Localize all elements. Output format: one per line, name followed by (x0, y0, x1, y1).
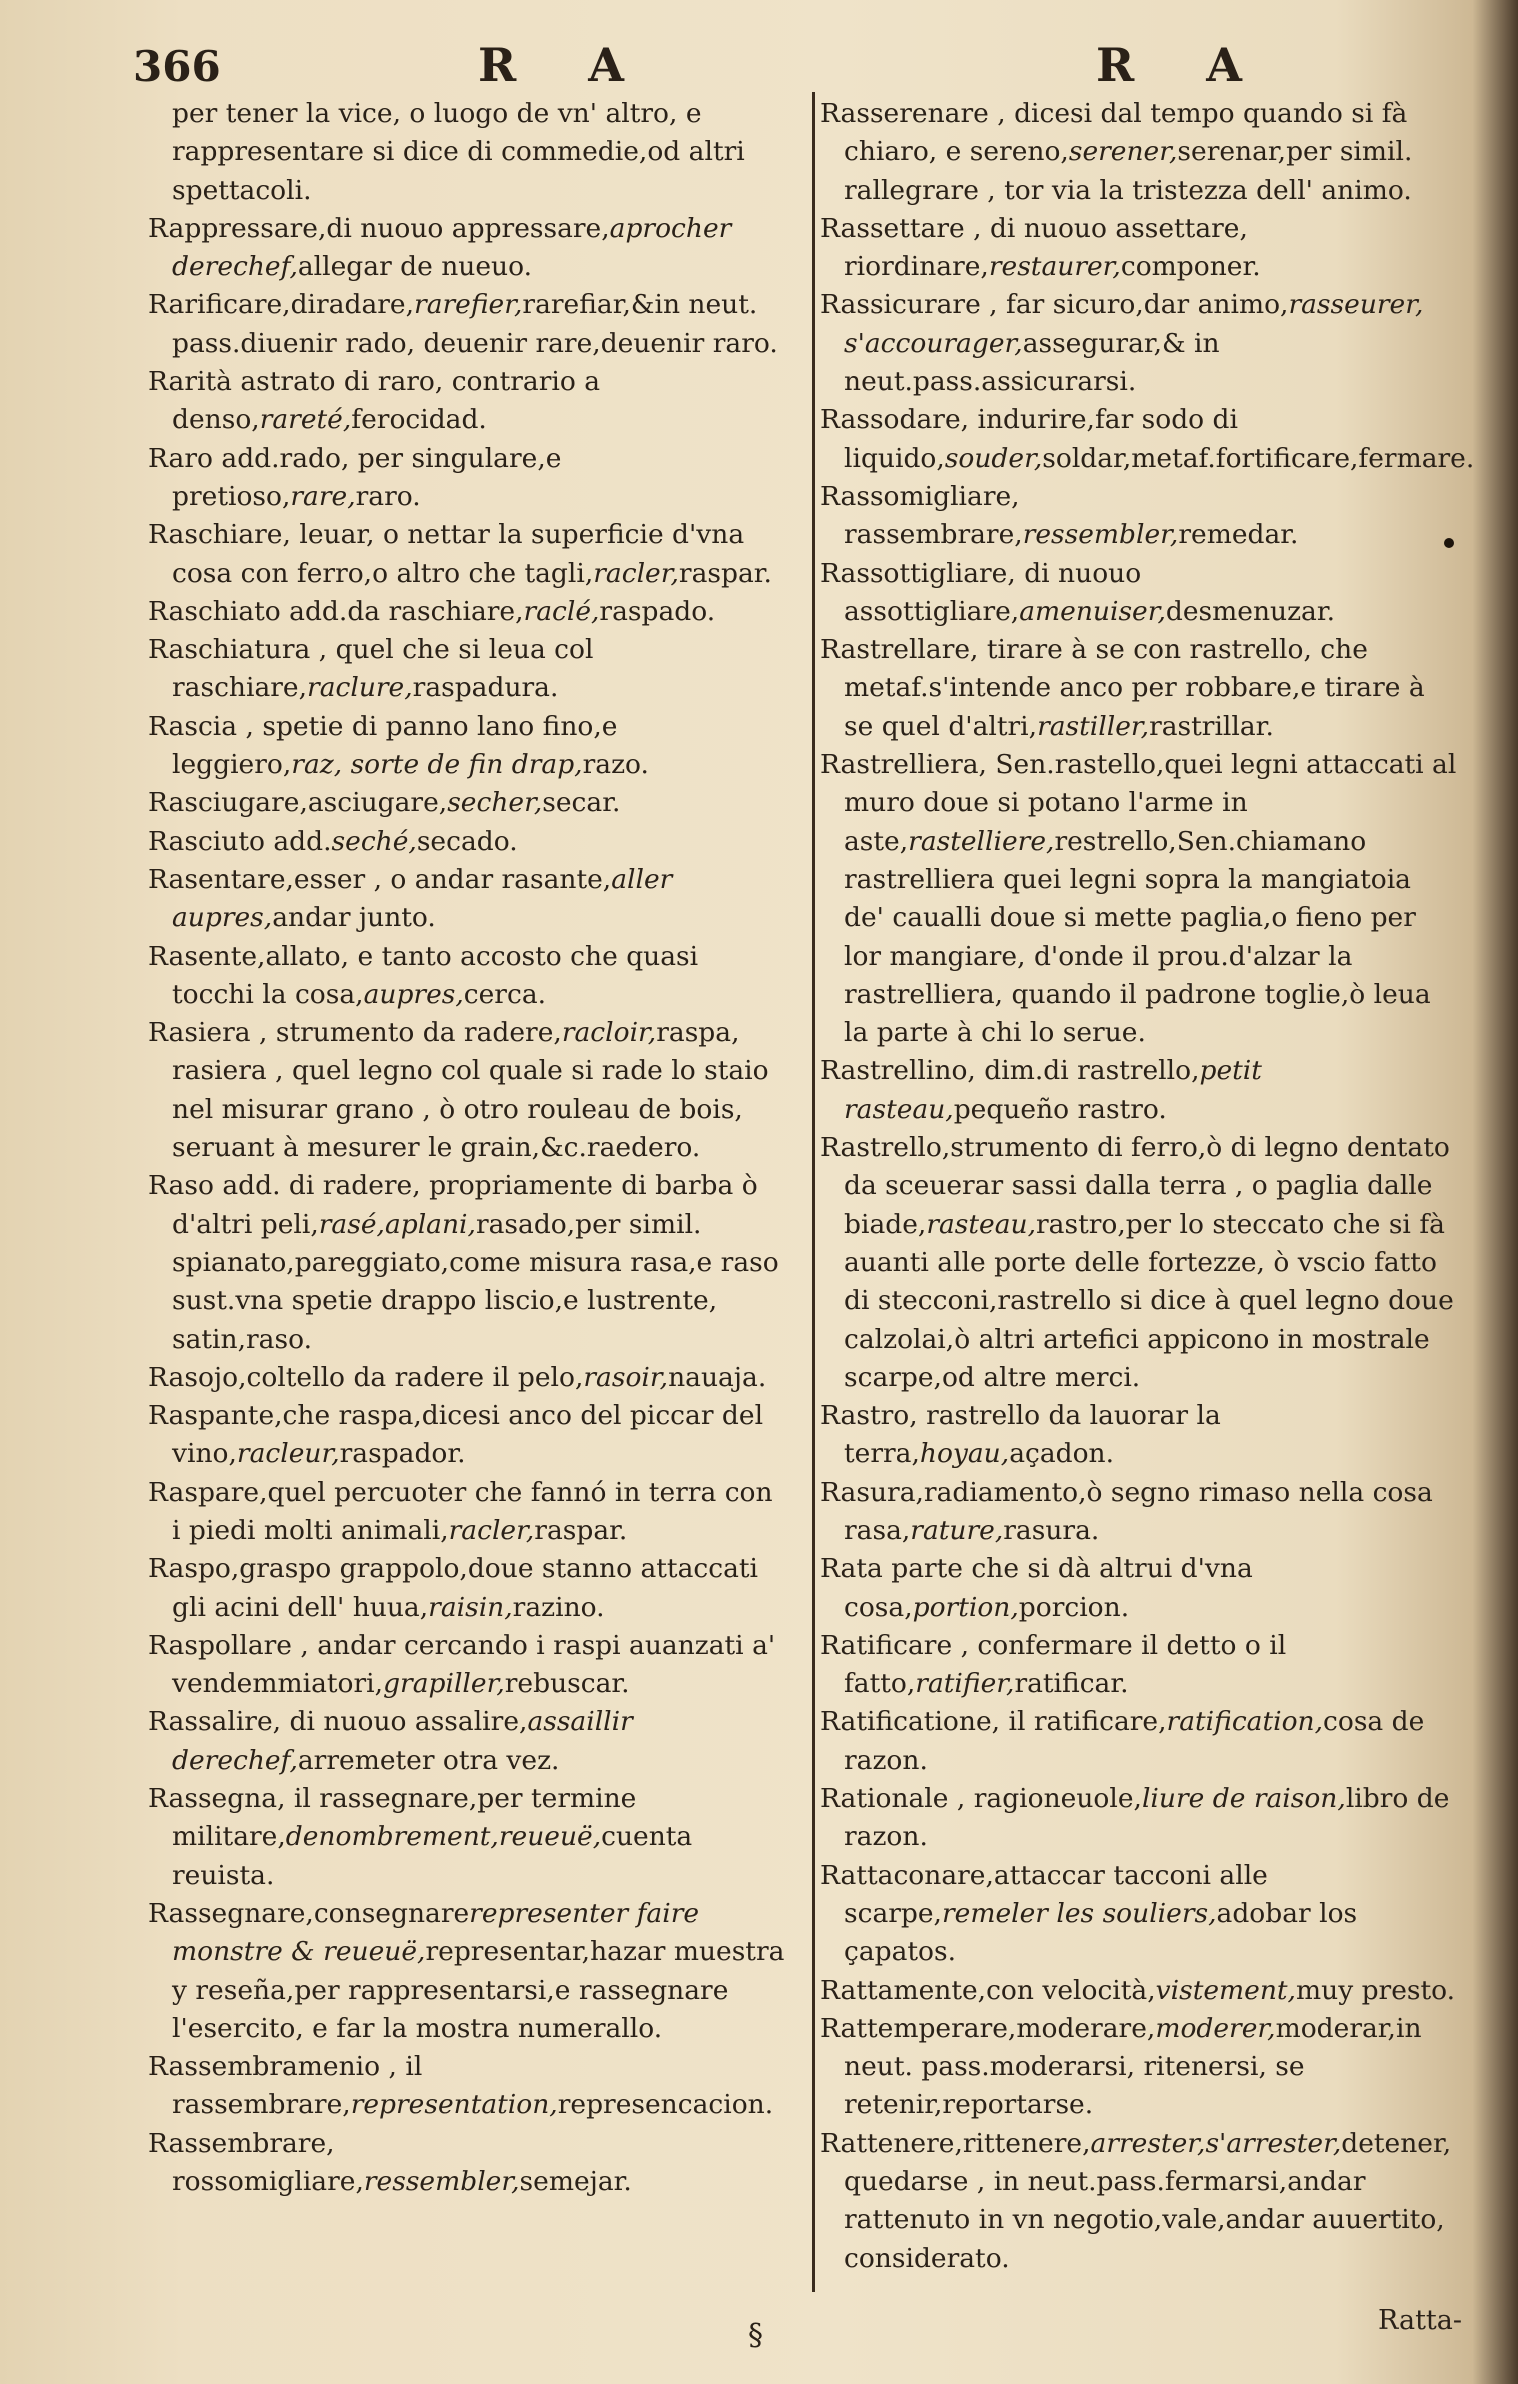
dictionary-entry (820, 555, 1458, 632)
french-gloss: souder, (944, 442, 1043, 474)
entry-rest: assegurar,& in neut.pass.assicurarsi. (844, 327, 1220, 398)
entry-rest: desmenuzar. (1165, 595, 1336, 627)
entry-rest: libro de razon. (844, 1783, 1450, 1853)
french-gloss: amenuiser, (1019, 595, 1166, 627)
entry-text: Rasojo,coltello da radere il pelo, (148, 1361, 584, 1393)
dictionary-entry (820, 746, 1458, 1052)
entry-text: Rassomigliare, rassembrare, (820, 480, 1023, 551)
french-gloss: representation, (350, 2089, 558, 2121)
french-gloss: ressembler, (363, 2166, 520, 2198)
dictionary-entry (820, 286, 1458, 401)
dictionary-entry (148, 2125, 788, 2202)
entry-rest: rasura. (1003, 1514, 1100, 1546)
french-gloss: racler, (593, 557, 679, 589)
french-gloss: raclure, (307, 672, 413, 704)
entry-rest: semejar. (519, 2166, 632, 2198)
french-gloss: assaillir derechef, (172, 1706, 633, 1776)
dictionary-entry (148, 363, 788, 440)
entry-text: Rasciugare,asciugare, (148, 787, 448, 819)
entry-rest: ferocidad. (351, 404, 487, 436)
entry-text: Rastro, rastrello da lauorar la terra, (820, 1400, 1221, 1470)
french-gloss: hoyau, (919, 1438, 1010, 1470)
french-gloss: raclé, (523, 595, 600, 627)
french-gloss: ratifier, (915, 1668, 1015, 1700)
dictionary-entry (820, 1627, 1458, 1704)
dictionary-entry (148, 440, 788, 517)
entry-rest: allegar de nueuo. (297, 251, 533, 283)
entry-rest: rarefiar,&in neut. pass.diuenir rado, deuenir rare,deuenir raro. (172, 289, 778, 359)
entry-rest: secar. (542, 787, 621, 819)
left-running-head: R A (478, 38, 652, 92)
french-gloss: rature, (910, 1514, 1004, 1546)
entry-text: Rarificare,diradare, (148, 289, 415, 321)
entry-rest: moderar,in neut. pass.moderarsi, ritenersi, se retenir,reportarse. (844, 2012, 1422, 2121)
entry-text: Rattaconare,attaccar tacconi alle scarpe, (820, 1859, 1268, 1929)
entry-rest: secado. (416, 825, 518, 857)
french-gloss: racleur, (236, 1438, 340, 1470)
left-column (148, 95, 788, 2201)
entry-rest: remedar. (1178, 519, 1299, 551)
entry-text: Raso add. di radere, propriamente di barba ò d'altri peli, (148, 1170, 758, 1240)
entry-text: Rastrellino, dim.di rastrello, (820, 1055, 1200, 1087)
dictionary-entry (148, 286, 788, 363)
bottom-mark: § (748, 2318, 763, 2353)
entry-text: Rassegna, il rassegnare,per termine militare, (148, 1783, 637, 1853)
entry-rest: cerca. (463, 978, 547, 1010)
french-gloss: restaurer, (988, 251, 1121, 283)
dictionary-entry (148, 1359, 788, 1397)
entry-rest: nauaja. (668, 1361, 767, 1393)
french-gloss: rarefier, (414, 289, 523, 321)
french-gloss: seché, (331, 825, 417, 857)
entry-text: Rarità astrato di raro, contrario a denso, (148, 366, 601, 436)
entry-text: Rasserenare , dicesi dal tempo quando si fà chiaro, e sereno, (820, 98, 1408, 168)
entry-text: Rationale , ragioneuole, (820, 1783, 1142, 1815)
dictionary-entry (148, 1895, 788, 2048)
dictionary-entry (148, 516, 788, 593)
french-gloss: rastelliere, (908, 825, 1055, 857)
entry-rest: raspador. (339, 1438, 466, 1470)
french-gloss: rare, (290, 480, 356, 512)
dictionary-entry (148, 938, 788, 1015)
dictionary-entry (820, 1397, 1458, 1474)
right-running-head: R A (1096, 38, 1270, 92)
entry-text: Raspare,quel percuoter che fannó in terra con i piedi molti animali, (148, 1476, 773, 1546)
page-number: 366 (133, 42, 221, 91)
entry-rest: raro. (355, 480, 421, 512)
dictionary-entry (148, 1627, 788, 1704)
french-gloss: secher, (447, 787, 543, 819)
french-gloss: racloir, (561, 1017, 657, 1049)
dictionary-entry (148, 1167, 788, 1358)
entry-text: Rassicurare , far sicuro,dar animo, (820, 289, 1289, 321)
dictionary-entry (820, 1474, 1458, 1551)
french-gloss: rareté, (259, 404, 352, 436)
catchword: Ratta- (1378, 2305, 1462, 2336)
entry-text: Raschiare, leuar, o nettar la superficie d'vna cosa con ferro,o altro che tagli, (148, 519, 745, 589)
dictionary-entry (820, 95, 1458, 210)
french-gloss: representer faire monstre & reueuë, (172, 1897, 700, 1968)
dictionary-entry (148, 210, 788, 287)
dictionary-entry (148, 708, 788, 785)
entry-rest: raspado. (599, 595, 716, 627)
entry-text: Rattamente,con velocità, (820, 1974, 1156, 2006)
dictionary-entry (148, 2048, 788, 2125)
french-gloss: denombrement,reueuë, (285, 1821, 602, 1853)
french-gloss: rasoir, (583, 1361, 669, 1393)
entry-rest: raspa, rasiera , quel legno col quale si rade lo staio nel misurar grano , ò otro rouleau de bois, seruant à mesurer le grain,&c.raedero. (172, 1017, 769, 1164)
dictionary-entry (820, 631, 1458, 746)
dictionary-entry (820, 1857, 1458, 1972)
entry-rest: raspadura. (412, 672, 559, 704)
french-gloss: raisin, (428, 1591, 513, 1623)
entry-text: Rassembramenio , il rassembrare, (148, 2051, 423, 2121)
entry-text: Rattemperare,moderare, (820, 2012, 1156, 2044)
entry-text: Rassettare , di nuouo assettare, riordinare, (820, 212, 1248, 283)
french-gloss: rastiller, (1037, 710, 1150, 742)
dictionary-entry (148, 1780, 788, 1895)
entry-rest: pequeño rastro. (953, 1093, 1167, 1125)
french-gloss: racler, (448, 1514, 535, 1546)
entry-text: Raspo,graspo grappolo,doue stanno attaccati gli acini dell' huua, (148, 1553, 758, 1623)
entry-text: Rassembrare, rossomigliare, (148, 2127, 364, 2198)
french-gloss: petit rasteau, (844, 1055, 1262, 1125)
entry-rest: adobar los çapatos. (844, 1897, 1358, 1968)
entry-text: per tener la vice, o luogo de vn' altro, e rappresentare si dice di commedie,od altri spettacoli. (172, 98, 745, 206)
entry-rest: muy presto. (1296, 1974, 1456, 2006)
dictionary-entry (148, 1474, 788, 1551)
entry-rest: restrello,Sen.chiamano rastrelliera quei legni sopra la mangiatoia de' caualli doue si mette paglia,o fieno per lor mangiare, d'onde il prou.d'alzar la rastrelliera, quando il padrone toglie,ò leua la parte à chi lo serue. (844, 825, 1431, 1049)
entry-text: Rastrellare, tirare à se con rastrello, che metaf.s'intende anco per robbare,e tirare à se quel d'altri, (820, 634, 1425, 742)
dictionary-entry (148, 861, 788, 938)
dictionary-entry (148, 784, 788, 822)
dictionary-entry (148, 1703, 788, 1780)
entry-rest: cuenta reuista. (172, 1821, 693, 1891)
dictionary-entry (148, 1397, 788, 1474)
dictionary-entry (820, 1703, 1458, 1780)
french-gloss: raz, sorte de fin drap, (291, 749, 583, 781)
french-gloss: aupres, (363, 978, 464, 1010)
entry-text: Rasiera , strumento da radere, (148, 1017, 562, 1049)
entry-rest: arremeter otra vez. (297, 1744, 560, 1776)
entry-rest: raspar. (534, 1514, 628, 1546)
dictionary-entry (820, 478, 1458, 555)
entry-text: Raschiatura , quel che si leua col raschiare, (148, 634, 594, 704)
entry-rest: razino. (512, 1591, 605, 1623)
entry-rest: açadon. (1009, 1438, 1115, 1470)
dictionary-entry (148, 631, 788, 708)
dictionary-entry (148, 593, 788, 631)
entry-rest: ratificar. (1014, 1668, 1129, 1700)
french-gloss: aller aupres, (172, 863, 673, 934)
french-gloss: arrester,s'arrester, (1090, 2127, 1342, 2159)
entry-text: Rassegnare,consegnare (148, 1897, 470, 1929)
entry-rest: cosa de razon. (844, 1706, 1425, 1776)
entry-text: Rassodare, indurire,far sodo di liquido, (820, 404, 1238, 474)
french-gloss: rasseurer, s'accourager, (844, 289, 1424, 359)
french-gloss: vistement, (1155, 1974, 1296, 2006)
dictionary-entry (820, 1052, 1458, 1129)
entry-text: Rappressare,di nuouo appressare, (148, 212, 610, 244)
right-column (820, 95, 1475, 2278)
entry-text: Rattenere,rittenere, (820, 2127, 1091, 2159)
french-gloss: serener, (1068, 136, 1178, 168)
entry-rest: andar junto. (272, 902, 436, 934)
dictionary-entry (820, 210, 1458, 287)
entry-text: Rasentare,esser , o andar rasante, (148, 863, 612, 895)
entry-text: Raro add.rado, per singulare,e pretioso, (148, 442, 562, 512)
entry-text: Rasura,radiamento,ò segno rimaso nella cosa rasa, (820, 1476, 1433, 1546)
dictionary-entry (820, 2010, 1458, 2125)
entry-text: Raspante,che raspa,dicesi anco del piccar del vino, (148, 1400, 764, 1470)
entry-rest: representar,hazar muestra y reseña,per rappresentarsi,e rassegnare l'esercito, e far la mostra numerallo. (172, 1936, 785, 2044)
entry-text: Rasciuto add. (148, 825, 332, 857)
entry-rest: detener, quedarse , in neut.pass.fermarsi,andar rattenuto in vn negotio,vale,andar auuertito, considerato. (844, 2127, 1452, 2274)
entry-text: Rastrelliera, Sen.rastello,quei legni attaccati al muro doue si potano l'arme in aste, (820, 749, 1457, 857)
french-gloss: liure de raison, (1141, 1783, 1346, 1815)
french-gloss: rasteau, (926, 1208, 1037, 1240)
entry-text: Rassalire, di nuouo assalire, (148, 1706, 528, 1738)
french-gloss: portion, (912, 1591, 1019, 1623)
entry-text: Ratificare , confermare il detto o il fatto, (820, 1629, 1287, 1700)
entry-rest: rasado,per simil. spianato,pareggiato,come misura rasa,e raso sust.vna spetie drappo liscio,e lustrente, satin,raso. (172, 1208, 779, 1355)
entry-rest: represencacion. (557, 2089, 774, 2121)
entry-text: Rassottigliare, di nuouo assottigliare, (820, 557, 1142, 627)
french-gloss: grapiller, (383, 1668, 505, 1700)
dictionary-entry (148, 95, 788, 210)
dictionary-entry (820, 1972, 1458, 2010)
dictionary-entry (148, 1550, 788, 1627)
column-divider (812, 92, 815, 2292)
dictionary-entry (148, 1014, 788, 1167)
entry-rest: rebuscar. (504, 1668, 630, 1700)
entry-text: Rastrello,strumento di ferro,ò di legno dentato da sceuerar sassi dalla terra , o paglia dalle biade, (820, 1132, 1450, 1240)
french-gloss: ratification, (1166, 1706, 1324, 1738)
entry-rest: rastro,per lo steccato che si fà auanti alle porte delle fortezze, ò vscio fatto di stecconi,rastrello si dice à quel legno doue calzolai,ò altri artefici appicono in mostrale scarpe,od altre merci. (844, 1208, 1454, 1393)
french-gloss: rasé,aplani, (318, 1208, 476, 1240)
entry-rest: rastrillar. (1149, 710, 1274, 742)
entry-rest: razo. (582, 749, 649, 781)
entry-rest: porcion. (1018, 1591, 1130, 1623)
entry-rest: serenar,per simil. rallegrare , tor via la tristezza dell' animo. (844, 136, 1413, 206)
dictionary-entry (820, 1780, 1458, 1857)
dictionary-entry (820, 1550, 1458, 1627)
entry-rest: soldar,metaf.fortificare,fermare. (1042, 442, 1475, 474)
entry-text: Rata parte che si dà altrui d'vna cosa, (820, 1553, 1253, 1623)
dictionary-entry (820, 1129, 1458, 1397)
french-gloss: moderer, (1155, 2012, 1276, 2044)
entry-text: Rasente,allato, e tanto accosto che quasi tocchi la cosa, (148, 940, 699, 1010)
entry-text: Ratificatione, il ratificare, (820, 1706, 1167, 1738)
entry-text: Raschiato add.da raschiare, (148, 595, 524, 627)
dictionary-entry (820, 2125, 1458, 2278)
french-gloss: ressembler, (1022, 519, 1179, 551)
french-gloss: remeler les souliers, (941, 1897, 1217, 1929)
entry-text: Rascia , spetie di panno lano fino,e leggiero, (148, 710, 618, 781)
french-gloss: aprocher derechef, (172, 212, 732, 283)
entry-rest: raspar. (678, 557, 772, 589)
entry-text: Raspollare , andar cercando i raspi auanzati a' vendemmiatori, (148, 1629, 776, 1700)
dictionary-entry (820, 401, 1475, 478)
dictionary-entry (148, 823, 788, 861)
entry-rest: componer. (1120, 251, 1261, 283)
